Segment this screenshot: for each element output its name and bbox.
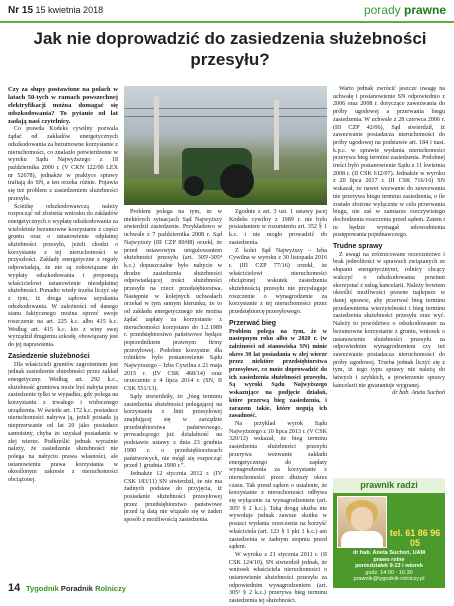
tractor-wheel — [184, 176, 204, 196]
page-header — [0, 0, 454, 22]
section-tag-a: porady — [363, 3, 401, 17]
subheading-przerwac-bieg: Przerwać bieg — [229, 319, 277, 327]
advice-box-title: prawnik radzi — [333, 478, 445, 493]
author-signature: dr hab. Aneta Suchoń — [392, 390, 445, 397]
article-column-2 — [124, 209, 222, 575]
page-footer — [0, 576, 454, 600]
lawyer-portrait — [337, 496, 387, 548]
article-headline: Jak nie doprowadzić do zasiedzenia służebności przesyłu? — [33, 29, 427, 69]
paragraph: Na przykład wyrok Sądu Najwyższego z 10 lipca 2013 r. (V CSK 320/12) wskazał, że bieg terminu zasiedzenia służebności przesyłu przerywa wezwanie zakładu energetycznego do zapłaty wynagrodzenia za korzystanie z nieruchomości przez dłuższy okres czasu. Tak przed sądem o ustalenie, że korzystanie z nieruchomości odbywa się wyłącznie za wynagrodzeniem (art. 305¹ § 2 k.c.). Taką drogą służba nie wywołuje jednak zawsze skutku w postaci wydania orzeczenia na korzyść właściciela (art. 123 § 1 pkt 1 k.c.) ani zasiedzenia w żadnym stopniu przed sądem. — [229, 420, 327, 551]
article-lead: Czy za słupy postawione na polach w latach 50-tych w ramach powszechnej elektryfikacji można domagać się odszkodowania? To pytanie od lat zadają nasi czytelnicy. — [8, 86, 118, 126]
advice-hours: godz. 14.00 - 16.30 — [365, 569, 413, 576]
paragraph: Z uwagi na zróżnicowane orzecznictwo i brak jednolitości w sprawach związanych ze słupami energetycznymi, rolnicy chcący walczyć o odszkodowania powinni skorzystać z usług kancelarii. Należy bowiem określić możliwości prawne najlepsze w danej sprawie, aby przerwać bieg terminu przedawnienia wierzytelności i bieg terminu zasiedzenia służebności przesyłu oraz wyć. Należy to powództwo o odszkodowanie za bezumowne korzystanie z gruntu, wniosek o ustanowienie służebności przesyłu za odpowiednim wynagrodzeniem czy też zawezwanie posiadacza nieruchomości do próby ugodowej. Trzeba jednak liczyć się z tym, iż tego typu sprawy nie należą do łatwych i szybkich, a powierzenie sprawy kancelarii nie gwarantuje wygranej. — [333, 251, 445, 389]
paragraph: W wyroku z 21 stycznia 2011 r. (II CSK 124/10), SN stwierdził jednak, że wniosek właściciela nieruchomości o ustanowienie służebności przesyłu za odpowiednim wynagrodzeniem (art. 305¹ § 2 k.c.) przerywa bieg terminu zasiedzenia tej służebności. — [229, 551, 327, 605]
portrait-face — [351, 507, 373, 531]
brand-part: Tygodnik — [26, 584, 59, 593]
brand-part: Rolniczy — [95, 584, 126, 593]
article-column-4 — [333, 86, 445, 478]
subheading-trudne-sprawy: Trudne sprawy — [333, 243, 383, 251]
issue-date: 15 kwietnia 2018 — [35, 5, 104, 15]
article-photo — [124, 86, 327, 205]
paragraph: Z kolei Sąd Najwyższy – Izba Cywilna w wyroku z 30 listopada 2016 r. (III CZP 77/16) orzekł, że właścicielowi nieruchomości obciążonej wskutek zasiedzenia służebnością przesyłu nie przysługuje roszczenie o wynagrodzenie za korzystanie z tej nieruchomości przez przedsiębiorcę przesyłowego. — [229, 247, 327, 316]
paragraph: Problem polega na tym, że w niektórych sytuacjach Sąd Najwyższy stwierdził zasiedzenie. Przykładowo w uchwale z 7 października 2008 r. Sąd Najwyższy (III CZP 89/08) orzekł, że przed ustawowym uregulowaniem służebności przesyłu (art. 305¹-305⁴ k.c.) dopuszczalne było nabycie w drodze zasiedzenia służebności odpowiadającej treści służebności przesyłu na rzecz przedsiębiorstwa. Następnie w kolejnych uchwałach orzekał w tym samym kierunku, że to od zakładu energetycznego nie można żądać zapłaty za korzystanie z nieruchomości korzystano do 1.2.1989 r. przedsiębiorstwo państwowe będące poprzednikiem prawnym firmy przesyłowej. Podobne korzystne dla rolników było postanowienie Sądu Najwyższego – Izba Cywilna z 21 maja 2015 r. (IV CSK 468/14) oraz orzeczenie z 4 lipca 2014 r. (SN, II CSK 551/13). — [124, 209, 222, 393]
utility-pole — [274, 100, 279, 170]
paragraph: Dla właścicieli gruntów zagrożeniem jest jednak zasiedzenie służebności przez zakład energetyczny. Według art. 292 k.c., służebność gruntowa może być nabyta przez zasiedzenie tylko w wypadku, gdy polega na korzystaniu z trwałego i widocznego urządzenia. W świetle art. 172 k.c. posiadacz nieruchomości nabywa ją, jeżeli posiada ją nieprzerwanie od lat 20 jako posiadacz samoistny, chyba że uzyskał posiadanie w złej wierze. Podkreślić jednak wyraźnie należy, że zasiedzenie służebności nie polega na nabyciu prawa własności, ale ustanowieniu prawa korzystania w określonym zakresie z nieruchomości obciążonej. — [8, 361, 118, 484]
advice-days: poniedziałek 9-13 i wtorek — [355, 563, 423, 570]
paragraph: Sądy stwierdziły, że „bieg terminu zasiedzenia służebności polegającej na korzystaniu z linii przesyłowej znajdującej się w zarządzie przedsiębiorstwa państwowego, prowadzącego już działalność na podstawie ustawy z dnia 23 grudnia 1990 r. o przedsiębiorstwach państwowych, nie mógł się rozpocząć przed 1 grudnia 1990 r.”. — [124, 393, 222, 470]
header-divider — [0, 21, 454, 23]
page-number: 14 — [8, 582, 21, 594]
tractor-wheel — [220, 164, 254, 198]
subheading-zasiedzenie: Zasiedzenie służebności — [8, 352, 90, 360]
advice-expert: dr hab. Aneta Suchoń, UAM — [352, 550, 426, 556]
paragraph: Warto jednak zwrócić jeszcze uwagę na uchwałę i postanowienie SN odpowiednio z 2006 oraz 2008 r. dotyczące zawezwania do próby ugodowej a przerwania biegu zasiedzenia. W uchwale z 28 czerwca 2006 r. (III CZP 42/06), Sąd stwierdził, iż zawezwanie posiadacza nieruchomości do próby ugodowej na podstawie art. 184 i nast. k.p.c. w sprawie wydania nieruchomości przerywa bieg terminu zasiedzenia. Podobnej treści było postanowienie Sądu z 11 kwietnia 2008 r. (II CSK 612/07). Jednakże w wyroku z 20 lipca 2017 r. (II CSK 716/16) SN wskazał, że nawet wezwanie do zawezwania nie przerywa biegu terminu zasiedzenia, o ile zostało złożone wyłącznie w celu przerwania biegu, nie zaś w zamiarze rzeczywistego dochodzenia roszczenia przed sądem. Zatem i tu będzie wymagał udowodnienia postępowania pojednawczego. — [333, 86, 446, 239]
utility-pole — [154, 96, 159, 174]
paragraph-bold: Problem polega na tym, że w nastepnym roku albo w 2020 r. (w zależności od stanowiska SN) minie okres 30 lat posiadania w złej wierze przez niektóre przedsiębiorstwa przesyłowe, co może doprowadzić do ich zasiedzenia służebności przesyłu. Są wyroki Sądu Najwyższego wskazujące na podjęcie działań, które przerwą bieg zasiedzenia, i zarazem takie, które negują ich zasadność. — [229, 328, 327, 420]
issue-number: Nr 15 — [8, 5, 34, 16]
article-column-3 — [229, 209, 327, 605]
paragraph: Co prawda Kodeks cywilny pozwala żądać od zakładów energetycznych odszkodowania za bezumowne korzystanie z nieruchomości, co znalazło potwierdzenie w wyroku Sądu Najwyższego z 18 października 2000 r. (V CKN 122/00 LEX nr 52678), jednakże w praktyce sprawy trafiają do SN, a ten orzeka różnie. Pojawia się też problem z zasiedzeniem służebności przesyłu. — [8, 126, 118, 202]
advice-phone: tel. 61 86 96 05 — [389, 528, 441, 548]
advice-topic: prawo rolne — [373, 556, 405, 563]
publication-brand — [26, 584, 126, 593]
section-tag — [364, 3, 446, 17]
paragraph: Ścieżkę odszkodowawczą należy rozpocząć od złożenia wniosku do zakładów energetycznych o wypłatę odszkodowania za wieloletnie bezumowne korzystanie z części gruntu oraz o ustanowienie odpłatnej służebności przesyłu, jeżeli chodzi o korzystanie z tej nieruchomości w przyszłości. Zakłady energetyczne z reguły odpowiadają, że nie są zobowiązane do wypłaty odszkodowania i proponują właścicielowi ustanowienie nieodpłatnej służebności. Ponadto wtedy trzeba liczyć się z tym, iż droga sądowa uzyskania odszkodowania. W zależności od danego stanu faktycznego można oprzeć swoje roszczenie na art. 225 k.c. albo 415 k.c. Według art. 415 k.c. kto z winy swej wyrządził drugiemu szkodę, obowiązany jest do jej naprawienia. — [8, 203, 118, 349]
advice-email[interactable]: prawnik@tygodnik-rolniczy.pl — [353, 576, 425, 583]
paragraph: Jednakże 12 stycznia 2012 r. (IV CSK 183/11) SN stwierdził, że nie ma żadnych podstaw do przyjęcia, iż posiadanie służebności przesyłowej przez przedsiębiorstwo państwowe przed tą datą nie wiązało się w żaden sposób z możliwością zasiedzenia. — [124, 470, 222, 524]
lawyer-advice-box — [333, 478, 445, 588]
paragraph: Zgodnie z art. 3 ust. 1 ustawy jacej Kodeks cywilny z 1989 r. nie było posiadaniem w rozumieniu art. 352 § 1 k.c. i nie mogło prowadzić do zasiedzenia. — [229, 209, 327, 246]
section-tag-b: prawne — [403, 3, 446, 17]
portrait-shirt — [341, 531, 383, 547]
brand-part: Poradnik — [60, 584, 93, 593]
issue-info — [8, 5, 103, 16]
article-column-1 — [8, 86, 118, 574]
